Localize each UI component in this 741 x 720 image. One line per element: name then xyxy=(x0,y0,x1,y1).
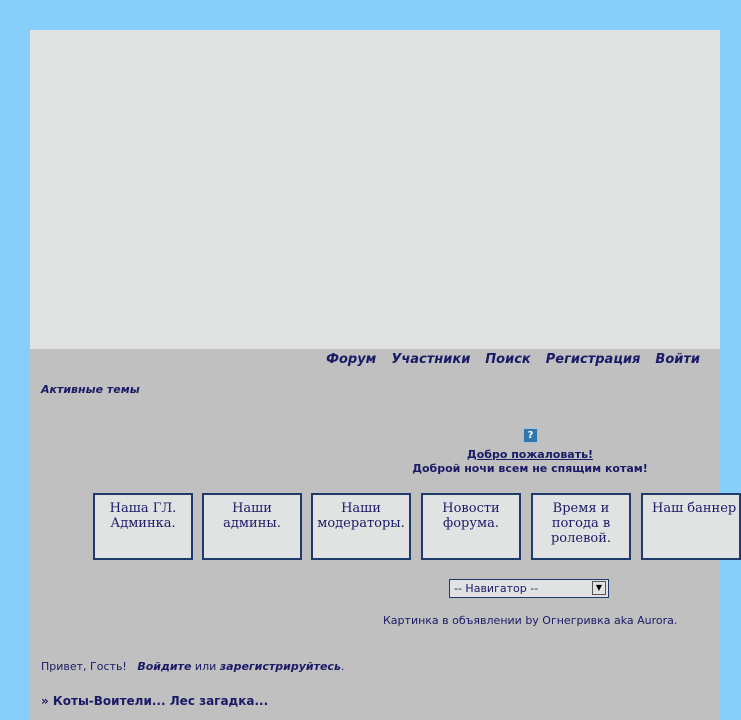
navigator-selected-value: -- Навигатор -- xyxy=(454,582,539,595)
tile-admins[interactable]: Наши админы. xyxy=(202,493,302,560)
dropdown-arrow-icon[interactable]: ▼ xyxy=(592,581,606,595)
nav-forum-link[interactable]: Форум xyxy=(326,352,377,367)
header-banner xyxy=(30,30,720,349)
welcome-message: Доброй ночи всем не спящим котам! xyxy=(412,462,648,475)
breadcrumb[interactable]: » Коты-Воители... Лес загадка... xyxy=(41,694,269,708)
welcome-link[interactable]: Добро пожаловать! xyxy=(466,448,594,461)
navigator-select[interactable] xyxy=(449,579,609,598)
greeting-or: или xyxy=(194,660,217,673)
welcome-block xyxy=(412,448,648,475)
active-topics-link[interactable]: Активные темы xyxy=(41,383,140,396)
nav-register-link[interactable]: Регистрация xyxy=(545,352,641,367)
nav-login-link[interactable]: Войти xyxy=(655,352,700,367)
tile-main-admin[interactable]: Наша ГЛ. Админка. xyxy=(93,493,193,560)
nav-members-link[interactable]: Участники xyxy=(391,352,471,367)
greeting-text: Привет, Гость! xyxy=(41,660,127,673)
main-navigation xyxy=(326,352,700,367)
image-credit: Картинка в объявлении by Огнегривка aka Aurora. xyxy=(383,614,678,627)
login-link[interactable]: Войдите xyxy=(137,660,192,673)
tile-banner[interactable]: Наш баннер xyxy=(641,493,741,560)
tile-forum-news[interactable]: Новости форума. xyxy=(421,493,521,560)
nav-search-link[interactable]: Поиск xyxy=(485,352,531,367)
guest-greeting xyxy=(41,660,344,673)
tile-moderators[interactable]: Наши модераторы. xyxy=(311,493,411,560)
register-link[interactable]: зарегистрируйтесь xyxy=(219,660,341,673)
forum-container xyxy=(30,30,737,720)
help-icon[interactable]: ? xyxy=(523,428,538,443)
tile-time-weather[interactable]: Время и погода в ролевой. xyxy=(531,493,631,560)
greeting-dot: . xyxy=(340,660,345,673)
